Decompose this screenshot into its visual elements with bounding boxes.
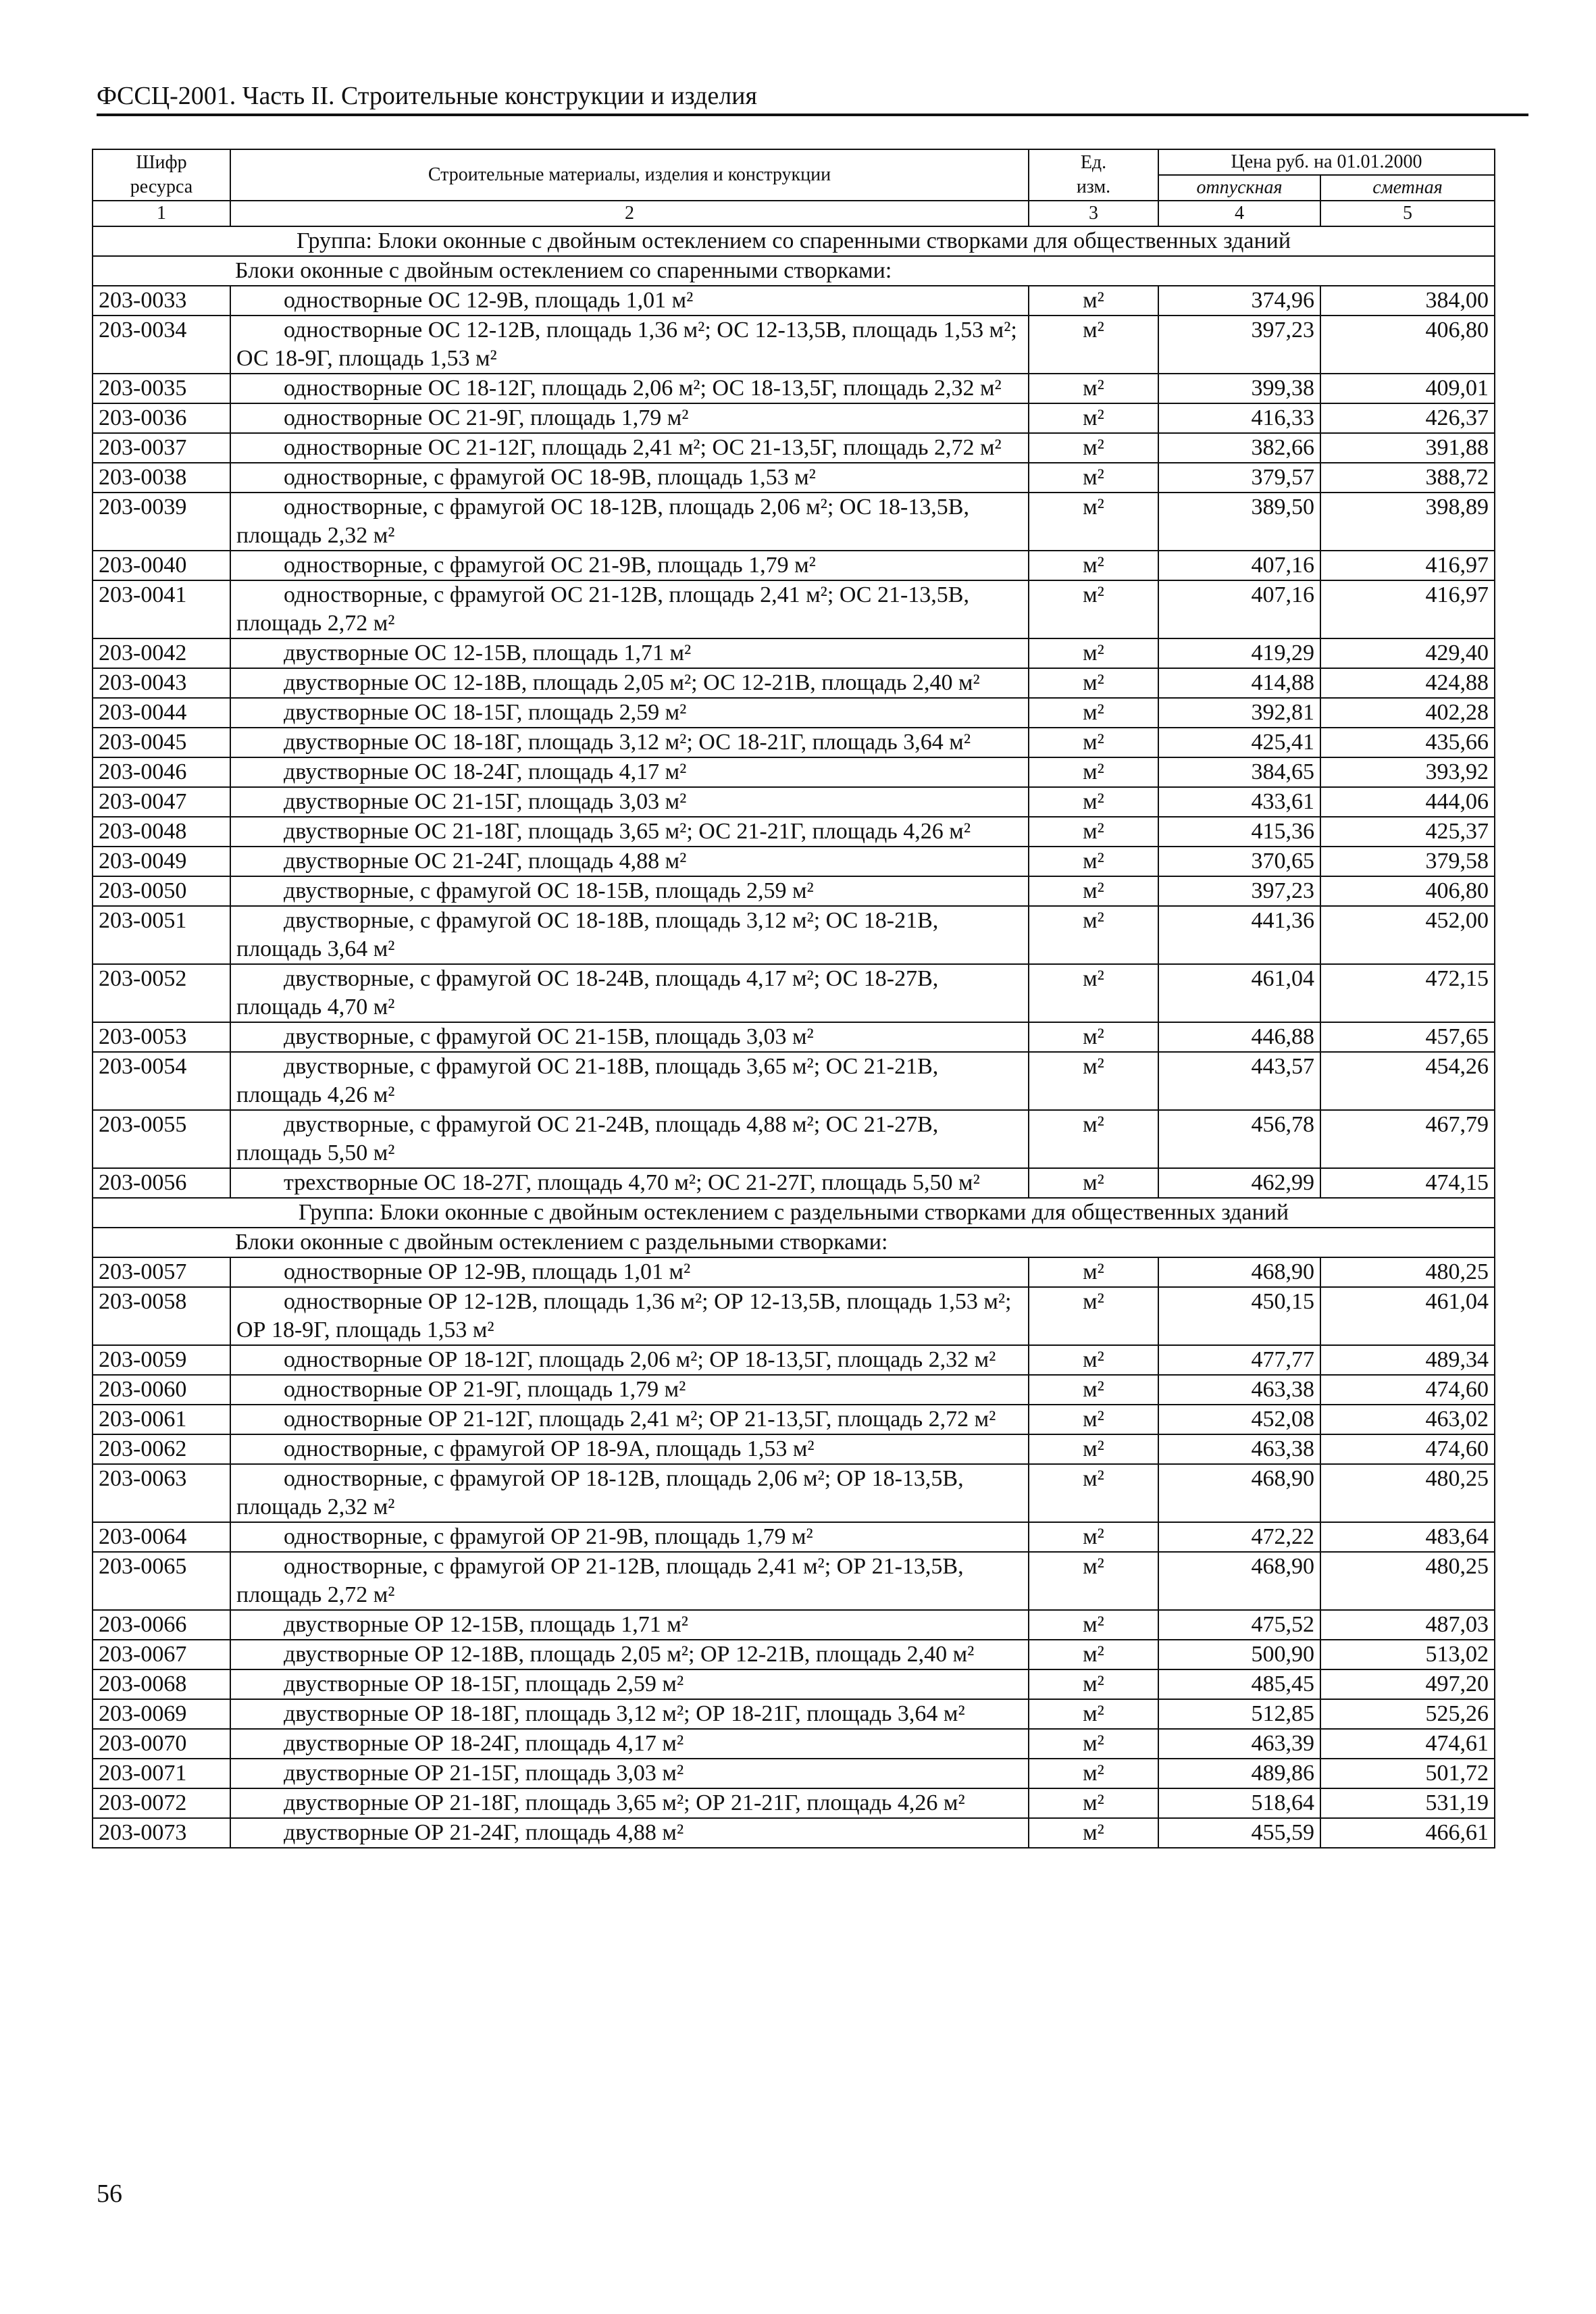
table-row [93, 1375, 1495, 1405]
item-name-cell: двустворные, с фрамугой ОС 18-18В, площадь 3,12 м²; ОС 18-21В, площадь 3,64 м² [230, 906, 1029, 964]
table-row [93, 668, 1495, 698]
unit-cell: м² [1029, 1257, 1158, 1287]
column-numbers-row [93, 201, 1495, 226]
resource-code-cell: 203-0054 [93, 1052, 230, 1110]
estimate-price-cell: 435,66 [1320, 728, 1495, 757]
estimate-price-cell: 379,58 [1320, 847, 1495, 876]
estimate-price-cell: 457,65 [1320, 1022, 1495, 1052]
item-name-cell: одностворные ОР 12-9В, площадь 1,01 м² [230, 1257, 1029, 1287]
table-row [93, 1022, 1495, 1052]
unit-cell: м² [1029, 668, 1158, 698]
unit-cell: м² [1029, 876, 1158, 906]
resource-code-cell: 203-0062 [93, 1434, 230, 1464]
table-row [93, 1345, 1495, 1375]
release-price-cell: 450,15 [1158, 1287, 1320, 1345]
item-name-cell: одностворные, с фрамугой ОС 18-9В, площадь 1,53 м² [230, 463, 1029, 493]
item-name-cell: одностворные ОР 21-12Г, площадь 2,41 м²; ОР 21-13,5Г, площадь 2,72 м² [230, 1405, 1029, 1434]
item-name-cell: двустворные ОС 21-15Г, площадь 3,03 м² [230, 787, 1029, 817]
estimate-price-cell: 489,34 [1320, 1345, 1495, 1375]
unit-cell: м² [1029, 1699, 1158, 1729]
release-price-cell: 468,90 [1158, 1552, 1320, 1610]
release-price-cell: 374,96 [1158, 286, 1320, 316]
unit-cell: м² [1029, 1669, 1158, 1699]
item-name-cell: двустворные ОС 12-18В, площадь 2,05 м²; ОС 12-21В, площадь 2,40 м² [230, 668, 1029, 698]
estimate-price-cell: 409,01 [1320, 374, 1495, 403]
table-row [93, 1729, 1495, 1759]
unit-cell: м² [1029, 1759, 1158, 1788]
table-row [93, 1640, 1495, 1669]
item-name-cell: одностворные, с фрамугой ОС 18-12В, площадь 2,06 м²; ОС 18-13,5В, площадь 2,32 м² [230, 493, 1029, 551]
resource-code-cell: 203-0036 [93, 403, 230, 433]
item-name-cell: двустворные, с фрамугой ОС 18-24В, площадь 4,17 м²; ОС 18-27В, площадь 4,70 м² [230, 964, 1029, 1022]
release-price-cell: 455,59 [1158, 1818, 1320, 1848]
release-price-cell: 475,52 [1158, 1610, 1320, 1640]
release-price-cell: 397,23 [1158, 316, 1320, 374]
item-name-cell: двустворные ОР 18-15Г, площадь 2,59 м² [230, 1669, 1029, 1699]
estimate-price-cell: 429,40 [1320, 638, 1495, 668]
item-name-cell: одностворные, с фрамугой ОС 21-9В, площадь 1,79 м² [230, 551, 1029, 580]
unit-cell: м² [1029, 817, 1158, 847]
estimate-price-cell: 474,61 [1320, 1729, 1495, 1759]
release-price-cell: 415,36 [1158, 817, 1320, 847]
item-name-cell: одностворные, с фрамугой ОР 21-9В, площадь 1,79 м² [230, 1522, 1029, 1552]
column-number: 3 [1029, 201, 1158, 226]
estimate-price-cell: 461,04 [1320, 1287, 1495, 1345]
table-row [93, 580, 1495, 638]
unit-cell: м² [1029, 580, 1158, 638]
unit-cell: м² [1029, 787, 1158, 817]
estimate-price-cell: 480,25 [1320, 1552, 1495, 1610]
resource-code-cell: 203-0058 [93, 1287, 230, 1345]
release-price-cell: 489,86 [1158, 1759, 1320, 1788]
item-name-cell: двустворные ОС 18-18Г, площадь 3,12 м²; ОС 18-21Г, площадь 3,64 м² [230, 728, 1029, 757]
release-price-cell: 463,39 [1158, 1729, 1320, 1759]
estimate-price-cell: 531,19 [1320, 1788, 1495, 1818]
table-row [93, 1818, 1495, 1848]
subgroup-title: Блоки оконные с двойным остеклением со спаренными створками: [93, 256, 1495, 286]
release-price-cell: 452,08 [1158, 1405, 1320, 1434]
item-name-cell: двустворные, с фрамугой ОС 21-18В, площадь 3,65 м²; ОС 21-21В, площадь 4,26 м² [230, 1052, 1029, 1110]
table-row [93, 847, 1495, 876]
resource-code-cell: 203-0033 [93, 286, 230, 316]
item-name-cell: двустворные ОР 21-15Г, площадь 3,03 м² [230, 1759, 1029, 1788]
item-name-cell: двустворные, с фрамугой ОС 21-15В, площадь 3,03 м² [230, 1022, 1029, 1052]
item-name-cell: одностворные ОР 21-9Г, площадь 1,79 м² [230, 1375, 1029, 1405]
table-row [93, 433, 1495, 463]
group-title-row [93, 1198, 1495, 1228]
column-number: 1 [93, 201, 230, 226]
estimate-price-cell: 444,06 [1320, 787, 1495, 817]
resource-code-cell: 203-0046 [93, 757, 230, 787]
release-price-cell: 397,23 [1158, 876, 1320, 906]
table-row [93, 1759, 1495, 1788]
unit-cell: м² [1029, 403, 1158, 433]
estimate-price-cell: 393,92 [1320, 757, 1495, 787]
release-price-cell: 419,29 [1158, 638, 1320, 668]
resource-code-cell: 203-0040 [93, 551, 230, 580]
item-name-cell: трехстворные ОС 18-27Г, площадь 4,70 м²; ОС 21-27Г, площадь 5,50 м² [230, 1168, 1029, 1198]
release-price-cell: 379,57 [1158, 463, 1320, 493]
resource-code-cell: 203-0041 [93, 580, 230, 638]
resource-code-cell: 203-0042 [93, 638, 230, 668]
release-price-cell: 463,38 [1158, 1375, 1320, 1405]
estimate-price-cell: 384,00 [1320, 286, 1495, 316]
release-price-cell: 407,16 [1158, 551, 1320, 580]
release-price-cell: 414,88 [1158, 668, 1320, 698]
column-number: 5 [1320, 201, 1495, 226]
table-row [93, 1464, 1495, 1522]
estimate-price-cell: 391,88 [1320, 433, 1495, 463]
table-row [93, 638, 1495, 668]
item-name-cell: одностворные, с фрамугой ОС 21-12В, площадь 2,41 м²; ОС 21-13,5В, площадь 2,72 м² [230, 580, 1029, 638]
unit-cell: м² [1029, 374, 1158, 403]
estimate-price-cell: 466,61 [1320, 1818, 1495, 1848]
release-price-cell: 468,90 [1158, 1257, 1320, 1287]
resource-code-cell: 203-0059 [93, 1345, 230, 1375]
unit-cell: м² [1029, 1110, 1158, 1168]
release-price-cell: 463,38 [1158, 1434, 1320, 1464]
table-body [93, 226, 1495, 1848]
column-number: 2 [230, 201, 1029, 226]
resource-code-cell: 203-0052 [93, 964, 230, 1022]
resource-code-cell: 203-0051 [93, 906, 230, 964]
resource-code-cell: 203-0067 [93, 1640, 230, 1669]
table-row [93, 1788, 1495, 1818]
page-number: 56 [97, 2180, 122, 2208]
release-price-cell: 518,64 [1158, 1788, 1320, 1818]
estimate-price-header: сметная [1320, 175, 1495, 201]
unit-cell: м² [1029, 964, 1158, 1022]
resource-code-cell: 203-0060 [93, 1375, 230, 1405]
release-price-cell: 500,90 [1158, 1640, 1320, 1669]
resource-code-cell: 203-0050 [93, 876, 230, 906]
unit-cell: м² [1029, 493, 1158, 551]
table-row [93, 374, 1495, 403]
unit-cell: м² [1029, 463, 1158, 493]
resource-code-cell: 203-0069 [93, 1699, 230, 1729]
table-row [93, 1522, 1495, 1552]
release-price-header: отпускная [1158, 175, 1320, 201]
unit-cell: м² [1029, 1788, 1158, 1818]
unit-cell: м² [1029, 1405, 1158, 1434]
table-row [93, 1610, 1495, 1640]
resource-code-cell: 203-0039 [93, 493, 230, 551]
table-row [93, 1699, 1495, 1729]
release-price-cell: 389,50 [1158, 493, 1320, 551]
estimate-price-cell: 406,80 [1320, 876, 1495, 906]
table-row [93, 964, 1495, 1022]
unit-cell: м² [1029, 1434, 1158, 1464]
estimate-price-cell: 416,97 [1320, 551, 1495, 580]
release-price-cell: 416,33 [1158, 403, 1320, 433]
unit-cell: м² [1029, 1552, 1158, 1610]
resource-code-cell: 203-0048 [93, 817, 230, 847]
unit-cell: м² [1029, 728, 1158, 757]
estimate-price-cell: 406,80 [1320, 316, 1495, 374]
unit-cell: м² [1029, 1052, 1158, 1110]
item-name-cell: двустворные ОС 18-24Г, площадь 4,17 м² [230, 757, 1029, 787]
release-price-cell: 477,77 [1158, 1345, 1320, 1375]
resource-code-cell: 203-0034 [93, 316, 230, 374]
unit-cell: м² [1029, 1818, 1158, 1848]
unit-cell: м² [1029, 1375, 1158, 1405]
unit-cell: м² [1029, 316, 1158, 374]
unit-cell: м² [1029, 1168, 1158, 1198]
table-row [93, 698, 1495, 728]
price-column-header: Цена руб. на 01.01.2000 [1158, 149, 1495, 175]
estimate-price-cell: 483,64 [1320, 1522, 1495, 1552]
item-name-cell: двустворные ОР 12-18В, площадь 2,05 м²; ОР 12-21В, площадь 2,40 м² [230, 1640, 1029, 1669]
estimate-price-cell: 480,25 [1320, 1464, 1495, 1522]
item-name-cell: двустворные ОС 12-15В, площадь 1,71 м² [230, 638, 1029, 668]
estimate-price-cell: 452,00 [1320, 906, 1495, 964]
table-row [93, 1168, 1495, 1198]
item-name-cell: двустворные ОС 18-15Г, площадь 2,59 м² [230, 698, 1029, 728]
item-name-cell: двустворные ОР 12-15В, площадь 1,71 м² [230, 1610, 1029, 1640]
estimate-price-cell: 398,89 [1320, 493, 1495, 551]
resource-code-cell: 203-0035 [93, 374, 230, 403]
unit-cell: м² [1029, 551, 1158, 580]
estimate-price-cell: 472,15 [1320, 964, 1495, 1022]
estimate-price-cell: 426,37 [1320, 403, 1495, 433]
release-price-cell: 485,45 [1158, 1669, 1320, 1699]
resource-code-cell: 203-0068 [93, 1669, 230, 1699]
group-title: Группа: Блоки оконные с двойным остеклением со спаренными створками для общественных зданий [93, 226, 1495, 256]
resource-code-cell: 203-0071 [93, 1759, 230, 1788]
unit-cell: м² [1029, 1464, 1158, 1522]
table-row [93, 403, 1495, 433]
item-name-cell: одностворные ОС 21-9Г, площадь 1,79 м² [230, 403, 1029, 433]
resource-code-cell: 203-0063 [93, 1464, 230, 1522]
unit-cell: м² [1029, 1022, 1158, 1052]
item-name-cell: двустворные ОС 21-18Г, площадь 3,65 м²; ОС 21-21Г, площадь 4,26 м² [230, 817, 1029, 847]
table-row [93, 906, 1495, 964]
subgroup-title-row [93, 256, 1495, 286]
table-head [93, 149, 1495, 226]
resource-code-cell: 203-0053 [93, 1022, 230, 1052]
release-price-cell: 461,04 [1158, 964, 1320, 1022]
resource-code-cell: 203-0073 [93, 1818, 230, 1848]
item-name-cell: одностворные ОС 21-12Г, площадь 2,41 м²; ОС 21-13,5Г, площадь 2,72 м² [230, 433, 1029, 463]
release-price-cell: 392,81 [1158, 698, 1320, 728]
release-price-cell: 512,85 [1158, 1699, 1320, 1729]
resource-code-cell: 203-0072 [93, 1788, 230, 1818]
subgroup-title-row [93, 1228, 1495, 1257]
resource-code-cell: 203-0044 [93, 698, 230, 728]
table-row [93, 876, 1495, 906]
estimate-price-cell: 467,79 [1320, 1110, 1495, 1168]
code-column-header: Шифр ресурса [93, 149, 230, 201]
resource-code-cell: 203-0070 [93, 1729, 230, 1759]
release-price-cell: 370,65 [1158, 847, 1320, 876]
estimate-price-cell: 416,97 [1320, 580, 1495, 638]
item-name-cell: одностворные ОС 12-9В, площадь 1,01 м² [230, 286, 1029, 316]
item-name-cell: одностворные, с фрамугой ОР 21-12В, площадь 2,41 м²; ОР 21-13,5В, площадь 2,72 м² [230, 1552, 1029, 1610]
unit-cell: м² [1029, 1522, 1158, 1552]
unit-cell: м² [1029, 638, 1158, 668]
item-name-cell: одностворные ОР 12-12В, площадь 1,36 м²; ОР 12-13,5В, площадь 1,53 м²; ОР 18-9Г, площадь 1,53 м² [230, 1287, 1029, 1345]
estimate-price-cell: 388,72 [1320, 463, 1495, 493]
resource-code-cell: 203-0047 [93, 787, 230, 817]
item-name-cell: одностворные ОР 18-12Г, площадь 2,06 м²; ОР 18-13,5Г, площадь 2,32 м² [230, 1345, 1029, 1375]
resource-code-cell: 203-0038 [93, 463, 230, 493]
table-row [93, 1052, 1495, 1110]
estimate-price-cell: 424,88 [1320, 668, 1495, 698]
resource-code-cell: 203-0061 [93, 1405, 230, 1434]
estimate-price-cell: 497,20 [1320, 1669, 1495, 1699]
item-name-cell: двустворные ОР 18-24Г, площадь 4,17 м² [230, 1729, 1029, 1759]
table-row [93, 1257, 1495, 1287]
estimate-price-cell: 474,15 [1320, 1168, 1495, 1198]
item-name-cell: двустворные ОР 18-18Г, площадь 3,12 м²; ОР 18-21Г, площадь 3,64 м² [230, 1699, 1029, 1729]
release-price-cell: 384,65 [1158, 757, 1320, 787]
estimate-price-cell: 513,02 [1320, 1640, 1495, 1669]
item-name-cell: одностворные, с фрамугой ОР 18-12В, площадь 2,06 м²; ОР 18-13,5В, площадь 2,32 м² [230, 1464, 1029, 1522]
unit-cell: м² [1029, 757, 1158, 787]
item-name-cell: двустворные ОР 21-18Г, площадь 3,65 м²; ОР 21-21Г, площадь 4,26 м² [230, 1788, 1029, 1818]
estimate-price-cell: 474,60 [1320, 1375, 1495, 1405]
column-number: 4 [1158, 201, 1320, 226]
item-name-cell: двустворные, с фрамугой ОС 21-24В, площадь 4,88 м²; ОС 21-27В, площадь 5,50 м² [230, 1110, 1029, 1168]
resource-code-cell: 203-0066 [93, 1610, 230, 1640]
item-name-cell: двустворные ОС 21-24Г, площадь 4,88 м² [230, 847, 1029, 876]
table-row [93, 1287, 1495, 1345]
unit-cell: м² [1029, 1729, 1158, 1759]
release-price-cell: 472,22 [1158, 1522, 1320, 1552]
unit-cell: м² [1029, 1345, 1158, 1375]
release-price-cell: 407,16 [1158, 580, 1320, 638]
table-row [93, 787, 1495, 817]
name-column-header: Строительные материалы, изделия и конструкции [230, 149, 1029, 201]
release-price-cell: 456,78 [1158, 1110, 1320, 1168]
resource-code-cell: 203-0064 [93, 1522, 230, 1552]
item-name-cell: одностворные ОС 18-12Г, площадь 2,06 м²; ОС 18-13,5Г, площадь 2,32 м² [230, 374, 1029, 403]
table-row [93, 817, 1495, 847]
item-name-cell: двустворные, с фрамугой ОС 18-15В, площадь 2,59 м² [230, 876, 1029, 906]
unit-cell: м² [1029, 1287, 1158, 1345]
table-row [93, 728, 1495, 757]
release-price-cell: 446,88 [1158, 1022, 1320, 1052]
unit-cell: м² [1029, 847, 1158, 876]
group-title-row [93, 226, 1495, 256]
release-price-cell: 382,66 [1158, 433, 1320, 463]
estimate-price-cell: 487,03 [1320, 1610, 1495, 1640]
estimate-price-cell: 425,37 [1320, 817, 1495, 847]
price-table [92, 149, 1495, 1848]
release-price-cell: 441,36 [1158, 906, 1320, 964]
table-row [93, 286, 1495, 316]
table-row [93, 757, 1495, 787]
unit-cell: м² [1029, 698, 1158, 728]
resource-code-cell: 203-0057 [93, 1257, 230, 1287]
estimate-price-cell: 474,60 [1320, 1434, 1495, 1464]
group-title: Группа: Блоки оконные с двойным остеклением с раздельными створками для общественных зданий [93, 1198, 1495, 1228]
estimate-price-cell: 454,26 [1320, 1052, 1495, 1110]
unit-cell: м² [1029, 286, 1158, 316]
release-price-cell: 433,61 [1158, 787, 1320, 817]
table-row [93, 493, 1495, 551]
item-name-cell: одностворные, с фрамугой ОР 18-9А, площадь 1,53 м² [230, 1434, 1029, 1464]
release-price-cell: 443,57 [1158, 1052, 1320, 1110]
resource-code-cell: 203-0055 [93, 1110, 230, 1168]
release-price-cell: 468,90 [1158, 1464, 1320, 1522]
resource-code-cell: 203-0045 [93, 728, 230, 757]
table-row [93, 463, 1495, 493]
table-row [93, 551, 1495, 580]
unit-column-header: Ед. изм. [1029, 149, 1158, 201]
unit-cell: м² [1029, 1640, 1158, 1669]
release-price-cell: 399,38 [1158, 374, 1320, 403]
release-price-cell: 425,41 [1158, 728, 1320, 757]
table-row [93, 1434, 1495, 1464]
subgroup-title: Блоки оконные с двойным остеклением с раздельными створками: [93, 1228, 1495, 1257]
item-name-cell: одностворные ОС 12-12В, площадь 1,36 м²; ОС 12-13,5В, площадь 1,53 м²; ОС 18-9Г, площадь 1,53 м² [230, 316, 1029, 374]
estimate-price-cell: 501,72 [1320, 1759, 1495, 1788]
resource-code-cell: 203-0056 [93, 1168, 230, 1198]
unit-cell: м² [1029, 906, 1158, 964]
estimate-price-cell: 463,02 [1320, 1405, 1495, 1434]
resource-code-cell: 203-0049 [93, 847, 230, 876]
release-price-cell: 462,99 [1158, 1168, 1320, 1198]
table-row [93, 1669, 1495, 1699]
estimate-price-cell: 525,26 [1320, 1699, 1495, 1729]
estimate-price-cell: 480,25 [1320, 1257, 1495, 1287]
resource-code-cell: 203-0065 [93, 1552, 230, 1610]
unit-cell: м² [1029, 433, 1158, 463]
table-row [93, 316, 1495, 374]
table-row [93, 1110, 1495, 1168]
page-header: ФССЦ-2001. Часть II. Строительные конструкции и изделия [97, 80, 1528, 116]
unit-cell: м² [1029, 1610, 1158, 1640]
resource-code-cell: 203-0043 [93, 668, 230, 698]
table-row [93, 1552, 1495, 1610]
item-name-cell: двустворные ОР 21-24Г, площадь 4,88 м² [230, 1818, 1029, 1848]
table-row [93, 1405, 1495, 1434]
estimate-price-cell: 402,28 [1320, 698, 1495, 728]
resource-code-cell: 203-0037 [93, 433, 230, 463]
